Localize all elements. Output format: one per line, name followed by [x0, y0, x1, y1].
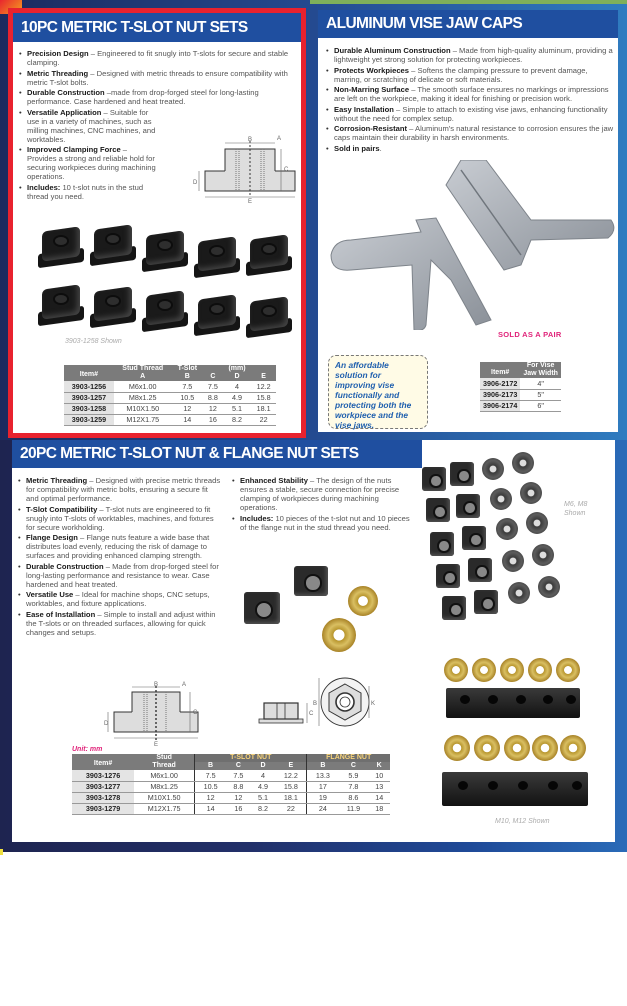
cell-d: 4	[223, 381, 252, 392]
feature-item	[17, 145, 157, 181]
col-header-tslot-e: E	[275, 762, 307, 770]
cell-c: 8.8	[203, 392, 223, 403]
tslot-nut-image	[194, 297, 240, 339]
side-vertical-text	[0, 560, 8, 840]
cell-thread: M12X1.75	[114, 414, 172, 425]
flange-nut-dimension-diagram	[257, 677, 377, 742]
col-header-tslot-c: C	[226, 762, 251, 770]
cell-tslot-e: 15.8	[275, 781, 307, 792]
table-row	[64, 403, 276, 414]
feature-label: Versatile Application	[27, 107, 102, 117]
cell-tslot-b: 14	[195, 803, 227, 814]
cell-tslot-b: 10.5	[195, 781, 227, 792]
cell-d: 5.1	[223, 403, 252, 414]
dim-label-e: E	[248, 199, 253, 203]
table-row	[72, 803, 390, 814]
cell-e: 15.8	[251, 392, 276, 403]
feature-item	[16, 533, 222, 560]
cell-tslot-c: 16	[226, 803, 251, 814]
col-header-top: For Vise	[526, 362, 555, 369]
cell-thread: M8x1.25	[114, 392, 172, 403]
feature-label: Sold in pairs	[334, 143, 380, 153]
cell-flange-b: 24	[307, 803, 339, 814]
product-image-vise-jaw-caps	[326, 160, 616, 330]
cell-e: 18.1	[251, 403, 276, 414]
cell-flange-c: 11.9	[338, 803, 368, 814]
cell-width: 4"	[520, 378, 561, 389]
feature-text: – Designed with metric threads to ensure compatibility with metric T-slot bolts.	[27, 68, 288, 87]
cell-d: 4.9	[223, 392, 252, 403]
feature-text: –made from drop-forged steel for long-lasting performance. Case hardened and heat treated.	[27, 88, 259, 106]
spec-table	[64, 365, 276, 426]
feature-label: Non-Marring Surface	[334, 85, 410, 94]
cell-item: 3906-2172	[480, 378, 520, 389]
cell-tslot-e: 18.1	[275, 792, 307, 803]
cell-tslot-d: 4.9	[251, 781, 276, 792]
panel-title: 10PC METRIC T-SLOT NUT SETS	[13, 13, 301, 42]
col-header-tslot-d: D	[251, 762, 276, 770]
feature-item	[324, 144, 616, 153]
cell-tslot-e: 12.2	[275, 770, 307, 781]
cell-flange-k: 13	[368, 781, 390, 792]
corner-accent	[0, 849, 3, 855]
cell-c: 7.5	[203, 381, 223, 392]
col-header-jaw-width	[520, 362, 561, 378]
svg-text:C: C	[193, 710, 198, 716]
image-caption-m6-m8: M6, M8 Shown	[564, 501, 588, 517]
feature-text: 10 t-slot nuts in the stud thread you need.	[27, 182, 144, 201]
cell-item: 3903-1276	[72, 770, 134, 781]
col-header-stud-top: Stud Thread	[114, 365, 172, 373]
panel-title: 20PC METRIC T-SLOT NUT & FLANGE NUT SETS	[12, 440, 422, 468]
callout-box: An affordable solution for improving vise functionally and protecting both the workpiece and the vise jaws.	[328, 355, 428, 429]
cell-item: 3903-1256	[64, 381, 114, 392]
cell-width: 5"	[520, 389, 561, 400]
feature-text: – Designed with precise metric threads for compatibility with metric bolts, ensuring a secure fit and optimal performance.	[26, 476, 221, 503]
feature-text: – Simple to attach to existing vise jaws, enhancing functionality without the need for complex setup.	[334, 104, 608, 123]
table-row	[64, 414, 276, 425]
feature-label: Enhanced Stability	[240, 476, 308, 485]
feature-text: – The smooth surface ensures no markings or impressions are left on the workpiece, making it ideal for finishing or precision work.	[334, 85, 609, 103]
cell-b: 12	[172, 403, 203, 414]
cell-item: 3903-1258	[64, 403, 114, 414]
col-header-c: C	[203, 373, 223, 381]
svg-text:A: A	[182, 682, 187, 688]
tslot-nut-image	[246, 299, 292, 341]
feature-label: Metric Threading	[26, 476, 88, 485]
cell-flange-b: 17	[307, 781, 339, 792]
spec-table	[480, 362, 561, 412]
col-header-flange-c: C	[338, 762, 368, 770]
product-panel-tslot-flange-20pc	[12, 440, 615, 842]
feature-label: Durable Construction	[26, 561, 104, 571]
cell-item: 3906-2174	[480, 400, 520, 411]
product-image-tslot-nuts	[38, 221, 293, 341]
cell-item: 3903-1257	[64, 392, 114, 403]
cell-item: 3903-1279	[72, 803, 134, 814]
feature-label: Protects Workpieces	[334, 65, 409, 75]
cell-b: 14	[172, 414, 203, 425]
feature-item	[16, 476, 222, 503]
cell-thread: M10X1.50	[134, 792, 194, 803]
cell-e: 22	[251, 414, 276, 425]
tslot-dimension-diagram	[104, 680, 214, 746]
feature-text: – Ideal for machine shops, CNC setups, worktables, and fixture applications.	[26, 590, 210, 608]
cell-tslot-c: 7.5	[226, 770, 251, 781]
col-header-a: A	[114, 373, 172, 381]
col-header-stud-bottom: Thread	[134, 762, 194, 770]
cell-item: 3903-1277	[72, 781, 134, 792]
tslot-nut-image	[90, 227, 136, 269]
cell-flange-k: 14	[368, 792, 390, 803]
feature-text: – Made from drop-forged steel for long-lasting performance and resistance to wear. Case hardened and heat treated.	[26, 561, 219, 589]
feature-label: Ease of Installation	[26, 609, 96, 619]
feature-label: Durable Construction	[27, 88, 105, 97]
feature-text: – Softens the clamping pressure to prevent damage, marring, or scratching of delicate or soft materials.	[334, 65, 588, 84]
table-row	[72, 792, 390, 803]
feature-item	[17, 108, 157, 144]
feature-list-right	[230, 476, 410, 533]
cell-tslot-d: 5.1	[251, 792, 276, 803]
product-panel-tslot-10pc	[8, 8, 306, 438]
tslot-nut-image	[38, 287, 84, 329]
feature-item	[230, 476, 410, 512]
feature-label: Easy Installation	[334, 104, 394, 114]
feature-text: – Provides a strong and reliable hold for securing workpieces during machining operations.	[27, 145, 156, 181]
product-panel-vise-jaw-caps	[318, 10, 618, 432]
cell-item: 3903-1278	[72, 792, 134, 803]
feature-text: – Suitable for use in a variety of machines, such as milling machines, CNC machines, and worktables.	[27, 107, 156, 144]
feature-text: .	[379, 143, 382, 153]
feature-item	[17, 88, 302, 106]
feature-item	[16, 590, 222, 608]
col-header-stud-top: Stud	[134, 754, 194, 762]
feature-label: Flange Design	[26, 533, 78, 542]
col-header-e: E	[251, 373, 276, 381]
image-caption: 3903-1258 Shown	[65, 338, 122, 345]
tslot-nut-image	[294, 566, 328, 596]
feature-item	[324, 124, 616, 142]
feature-item	[17, 49, 302, 67]
feature-text: – Simple to install and adjust within the T-slots or on threaded surfaces, allowing for quick changes and setups.	[26, 609, 216, 637]
feature-label: Metric Threading	[27, 68, 89, 78]
spec-table	[72, 754, 390, 815]
cell-item: 3903-1259	[64, 414, 114, 425]
col-header-tslot-top: T-Slot	[172, 365, 203, 373]
cell-item: 3906-2173	[480, 389, 520, 400]
cell-c: 12	[203, 403, 223, 414]
flange-nut-image	[322, 618, 356, 652]
svg-text:K: K	[371, 701, 376, 707]
table-row	[72, 770, 390, 781]
feature-text: – Flange nuts feature a wide base that distributes load evenly, reducing the risk of damage to surfaces and providing enhanced clamping strength.	[26, 533, 210, 560]
svg-text:C: C	[309, 711, 314, 717]
dim-label-c: C	[284, 167, 289, 173]
feature-item	[16, 610, 222, 637]
cell-thread: M6x1.00	[134, 770, 194, 781]
cell-flange-k: 10	[368, 770, 390, 781]
col-group-flange-nut: FLANGE NUT	[307, 754, 390, 762]
svg-text:D: D	[104, 721, 109, 727]
cell-flange-b: 13.3	[307, 770, 339, 781]
tslot-nut-image	[90, 289, 136, 331]
col-header-unit: (mm)	[223, 365, 252, 373]
table-row	[480, 400, 561, 411]
cell-flange-c: 7.8	[338, 781, 368, 792]
col-header-d: D	[223, 373, 252, 381]
cell-b: 10.5	[172, 392, 203, 403]
cell-c: 16	[203, 414, 223, 425]
cell-thread: M6x1.00	[114, 381, 172, 392]
cell-tslot-d: 4	[251, 770, 276, 781]
feature-label: T-Slot Compatibility	[26, 504, 98, 514]
cell-flange-k: 18	[368, 803, 390, 814]
feature-item	[17, 69, 302, 87]
feature-item	[16, 562, 222, 589]
tslot-nut-image	[194, 239, 240, 281]
table-row	[480, 389, 561, 400]
cell-tslot-c: 12	[226, 792, 251, 803]
feature-item	[230, 514, 410, 532]
tslot-nut-image	[142, 233, 188, 275]
feature-item	[16, 505, 222, 532]
feature-item	[17, 183, 157, 201]
feature-text: – Made from high-quality aluminum, providing a lightweight yet strong solution for protecting workpieces.	[334, 46, 613, 64]
cell-tslot-e: 22	[275, 803, 307, 814]
feature-label: Includes:	[240, 513, 274, 523]
cell-tslot-b: 7.5	[195, 770, 227, 781]
feature-label: Versatile Use	[26, 590, 74, 599]
col-header-flange-k: K	[368, 762, 390, 770]
feature-item	[324, 85, 616, 103]
tslot-nut-image	[142, 293, 188, 335]
feature-text: 10 pieces of the t-slot nut and 10 pieces of the flange nut in the stud thread you need.	[240, 513, 410, 532]
flange-nut-image	[348, 586, 378, 616]
col-header-flange-b: B	[307, 762, 339, 770]
cell-flange-b: 19	[307, 792, 339, 803]
tslot-nut-image	[244, 592, 280, 624]
sold-as-pair-badge: SOLD AS A PAIR	[498, 330, 562, 339]
cell-flange-c: 8.6	[338, 792, 368, 803]
feature-item	[324, 46, 616, 64]
dim-label-d: D	[193, 180, 198, 186]
feature-label: Durable Aluminum Construction	[334, 46, 451, 55]
dim-label-a: A	[277, 136, 282, 142]
top-accent-strip	[310, 0, 627, 4]
cell-e: 12.2	[251, 381, 276, 392]
cell-d: 8.2	[223, 414, 252, 425]
cell-thread: M12X1.75	[134, 803, 194, 814]
col-header-tslot-b: B	[195, 762, 227, 770]
feature-text: – The design of the nuts ensures a stable, secure connection for precise clamping of workpieces during machining operations.	[240, 476, 400, 512]
feature-item	[324, 105, 616, 123]
feature-text: – Engineered to fit snugly into T-slots for secure and stable clamping.	[27, 49, 289, 67]
col-header-b: B	[172, 373, 203, 381]
table-row	[480, 378, 561, 389]
cell-tslot-d: 8.2	[251, 803, 276, 814]
cell-thread: M8x1.25	[134, 781, 194, 792]
feature-list	[324, 46, 616, 154]
svg-text:E: E	[154, 742, 159, 746]
tslot-nut-image	[38, 229, 84, 271]
unit-label: Unit: mm	[72, 746, 103, 753]
dim-label-b: B	[248, 137, 253, 143]
feature-label: Improved Clamping Force	[27, 145, 121, 154]
cell-b: 7.5	[172, 381, 203, 392]
col-header-bottom: Jaw Width	[523, 370, 558, 377]
feature-label: Includes:	[27, 182, 61, 192]
feature-label: Corrosion-Resistant	[334, 124, 407, 133]
svg-text:B: B	[154, 682, 159, 688]
cell-tslot-c: 8.8	[226, 781, 251, 792]
svg-text:B: B	[313, 701, 318, 707]
feature-text: – Aluminum's natural resistance to corrosion ensures the jaw caps maintain their durability in harsh environments.	[334, 124, 614, 142]
panel-title: ALUMINUM VISE JAW CAPS	[318, 10, 618, 38]
feature-label: Precision Design	[27, 49, 89, 58]
feature-text: – T-slot nuts are engineered to fit snugly into T-slots of worktables, machines, and fixtures for secure workholding.	[26, 504, 214, 532]
tslot-nut-image	[246, 237, 292, 279]
feature-list-left	[16, 476, 222, 638]
table-row	[64, 392, 276, 403]
table-row	[64, 381, 276, 392]
cell-thread: M10X1.50	[114, 403, 172, 414]
col-header-item: Item#	[72, 754, 134, 770]
cell-tslot-b: 12	[195, 792, 227, 803]
cell-flange-c: 5.9	[338, 770, 368, 781]
table-row	[72, 781, 390, 792]
image-caption-m10-m12: M10, M12 Shown	[495, 818, 550, 825]
tslot-dimension-diagram	[191, 131, 301, 203]
col-group-tslot-nut: T-SLOT NUT	[195, 754, 307, 762]
col-header-item: Item#	[480, 362, 520, 378]
feature-item	[324, 66, 616, 84]
col-header-item: Item#	[64, 365, 114, 381]
cell-width: 6"	[520, 400, 561, 411]
